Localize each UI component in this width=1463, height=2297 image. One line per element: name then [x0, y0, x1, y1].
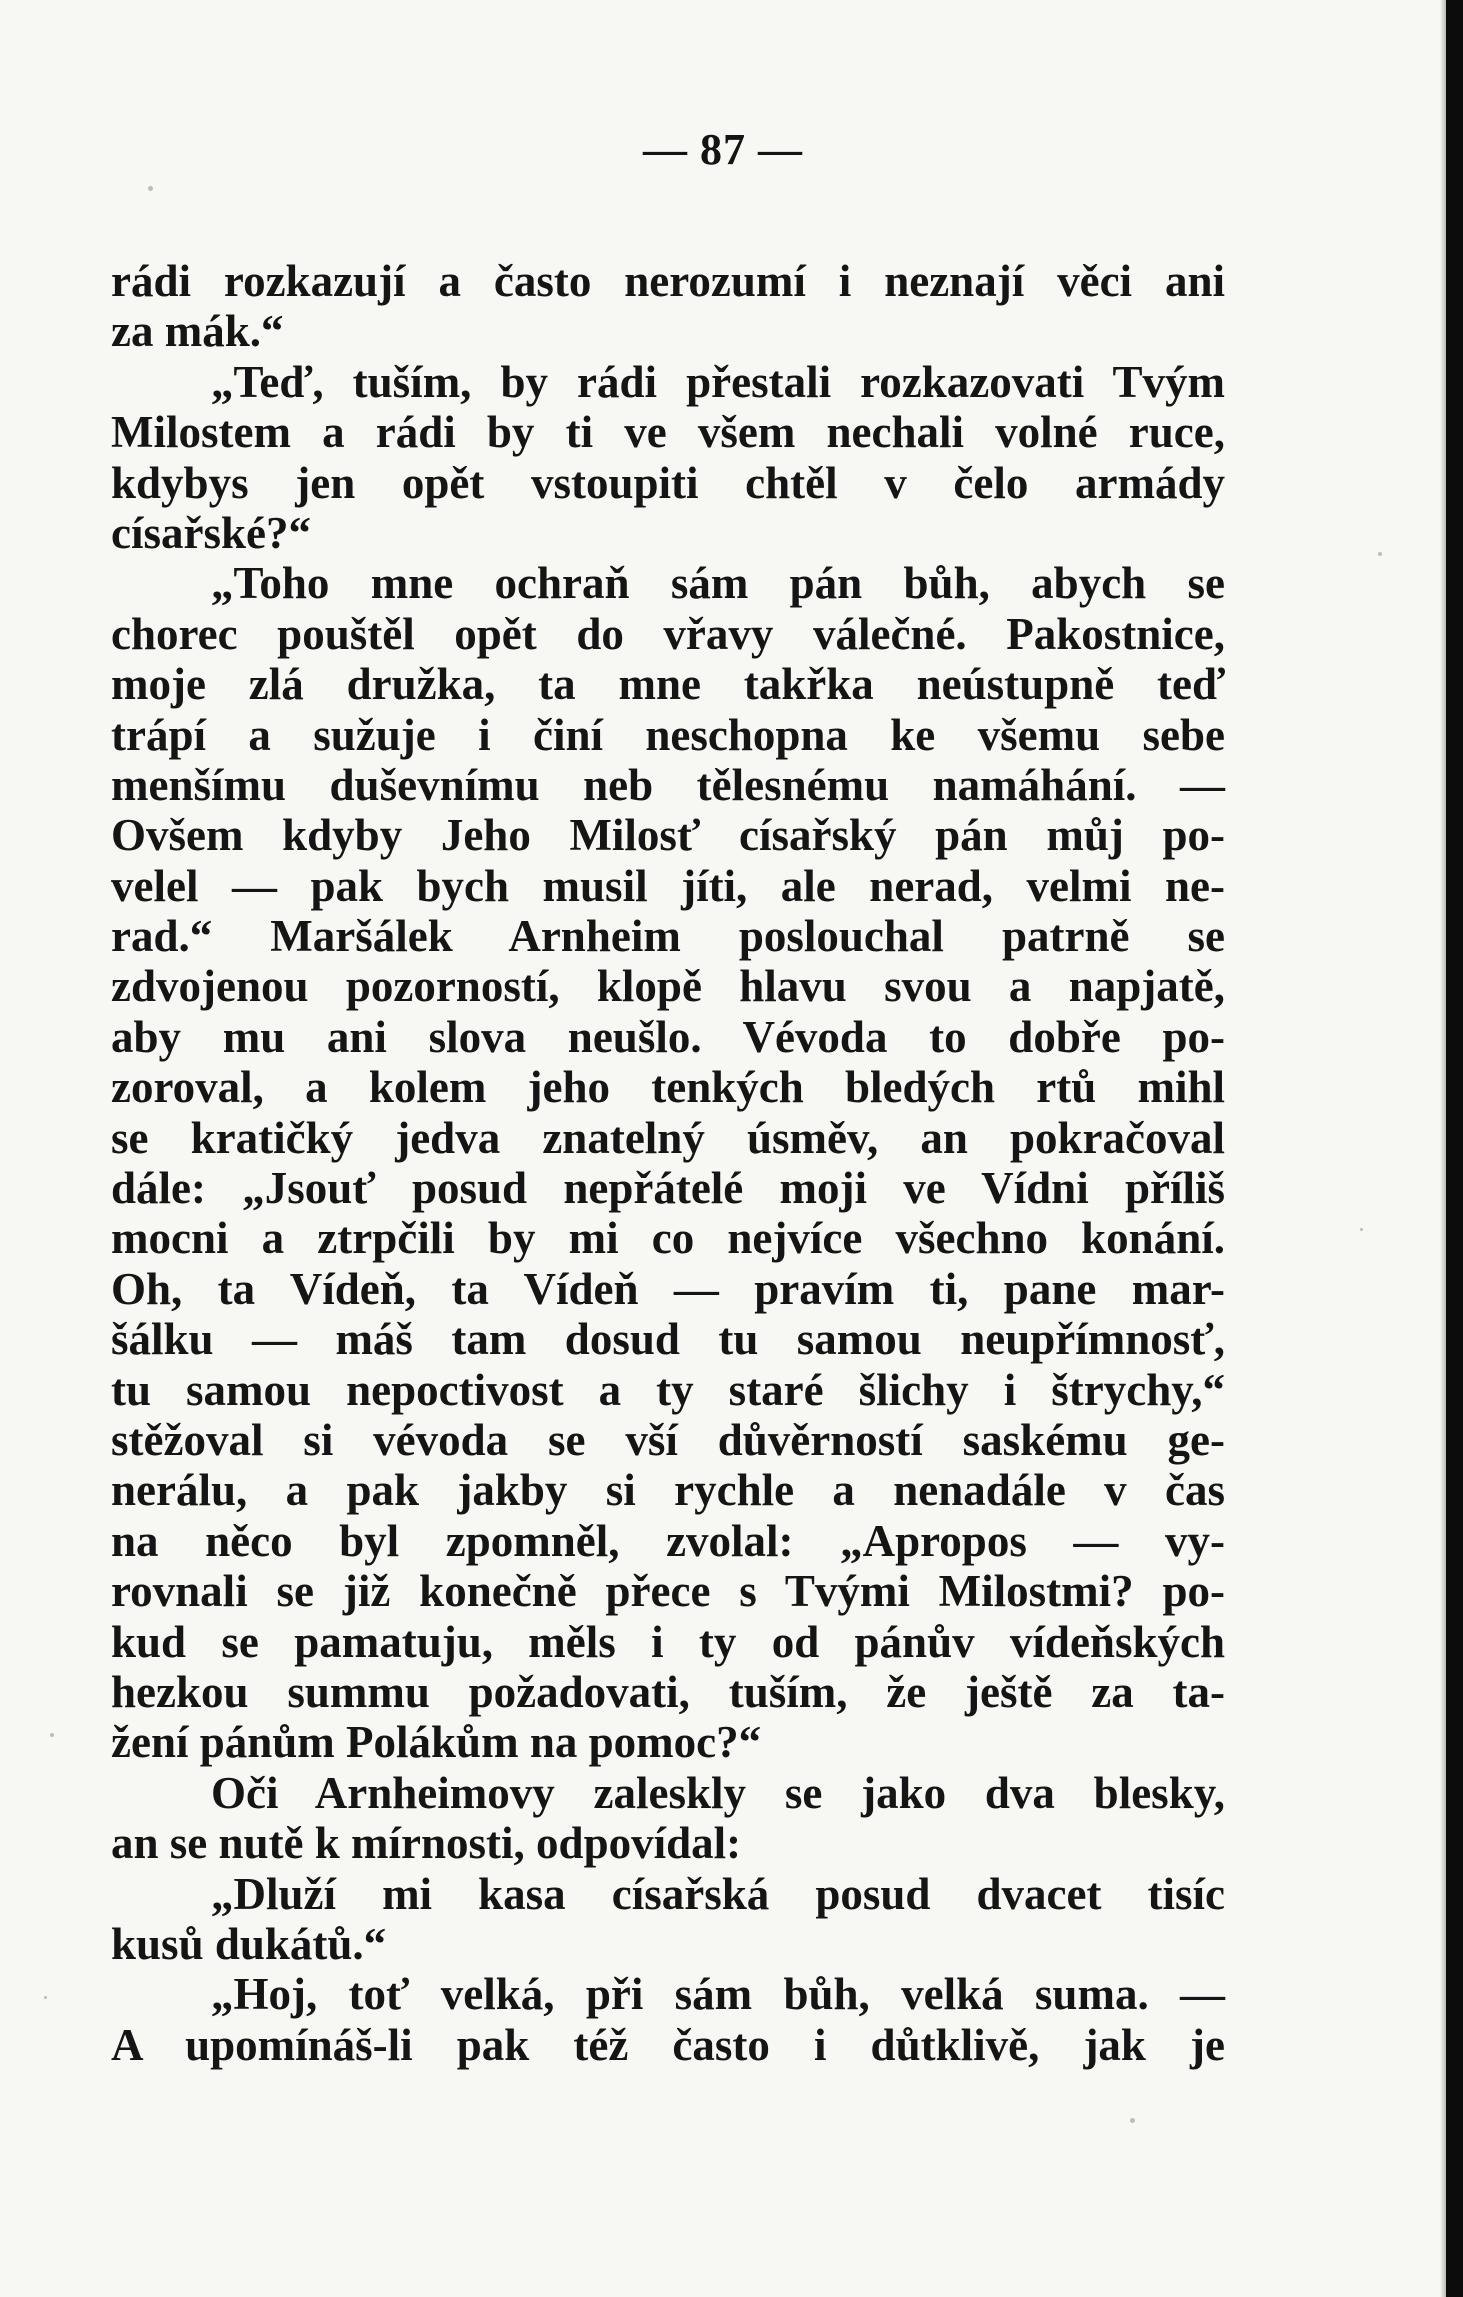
text-line: šálku — máš tam dosud tu samou neupřímnosť, — [111, 1314, 1225, 1365]
text-line: A upomínáš-li pak též často i důtklivě, jak je — [111, 2019, 1225, 2070]
text-line: rovnali se již konečně přece s Tvými Milostmi? po- — [111, 1566, 1225, 1617]
text-line: „Dluží mi kasa císařská posud dvacet tisíc — [211, 1868, 1225, 1919]
text-line: zdvojenou pozorností, klopě hlavu svou a napjatě, — [111, 961, 1225, 1012]
body-text — [111, 256, 1225, 2070]
text-line: rad.“ Maršálek Arnheim poslouchal patrně se — [111, 911, 1225, 962]
text-line: „Hoj, toť velká, při sám bůh, velká suma. — — [211, 1969, 1225, 2020]
scanner-border — [1446, 0, 1463, 2297]
text-line: aby mu ani slova neušlo. Vévoda to dobře po- — [111, 1011, 1225, 1062]
text-line: nerálu, a pak jakby si rychle a nenadále v čas — [111, 1465, 1225, 1516]
text-line: dále: „Jsouť posud nepřátelé moji ve Vídni příliš — [111, 1163, 1225, 1214]
scan-speck — [50, 1733, 54, 1737]
text-line: kusů dukátů.“ — [111, 1918, 387, 1969]
text-line: velel — pak bych musil jíti, ale nerad, velmi ne- — [111, 860, 1225, 911]
text-line: hezkou summu požadovati, tuším, že ještě za ta- — [111, 1666, 1225, 1717]
text-line: rádi rozkazují a často nerozumí i neznají věci ani — [111, 256, 1225, 306]
text-line: za mák.“ — [111, 306, 284, 357]
text-line: zoroval, a kolem jeho tenkých bledých rtů mihl — [111, 1062, 1225, 1113]
text-line: stěžoval si vévoda se vší důvěrností saskému ge- — [111, 1414, 1225, 1465]
page-number: — 87 — — [643, 125, 803, 174]
text-line: chorec pouštěl opět do vřavy válečné. Pakostnice, — [111, 608, 1225, 659]
scan-speck — [1360, 1228, 1363, 1231]
scan-speck — [1378, 552, 1382, 556]
scan-speck — [1130, 2118, 1135, 2123]
text-line: trápí a sužuje i činí neschopna ke všemu sebe — [111, 709, 1225, 760]
text-line: Oči Arnheimovy zaleskly se jako dva blesky, — [211, 1767, 1225, 1818]
text-line: kdybys jen opět vstoupiti chtěl v čelo armády — [111, 457, 1225, 508]
scan-speck — [148, 186, 153, 191]
text-line: Oh, ta Vídeň, ta Vídeň — pravím ti, pane mar- — [111, 1263, 1225, 1314]
text-line: Milostem a rádi by ti ve všem nechali volné ruce, — [111, 407, 1225, 458]
text-line: na něco byl zpomněl, zvolal: „Apropos — vy- — [111, 1515, 1225, 1566]
text-line: moje zlá družka, ta mne takřka neústupně teď — [111, 659, 1225, 710]
text-line: menšímu duševnímu neb tělesnému namáhání. — — [111, 759, 1225, 810]
scan-speck — [44, 1996, 47, 1999]
text-line: mocni a ztrpčili by mi co nejvíce všechno konání. — [111, 1213, 1225, 1264]
text-line: žení pánům Polákům na pomoc?“ — [111, 1717, 762, 1768]
text-line: Ovšem kdyby Jeho Milosť císařský pán můj po- — [111, 810, 1225, 861]
text-line: tu samou nepoctivost a ty staré šlichy i štrychy,“ — [111, 1364, 1225, 1415]
text-line: kud se pamatuju, měls i ty od pánův vídeňských — [111, 1616, 1225, 1667]
text-line: an se nutě k mírnosti, odpovídal: — [111, 1818, 742, 1869]
text-line: se kratičký jedva znatelný úsměv, an pokračoval — [111, 1112, 1225, 1163]
text-line: císařské?“ — [111, 507, 311, 558]
text-line: „Teď, tuším, by rádi přestali rozkazovati Tvým — [211, 356, 1225, 407]
text-line: „Toho mne ochraň sám pán bůh, abych se — [211, 558, 1225, 609]
